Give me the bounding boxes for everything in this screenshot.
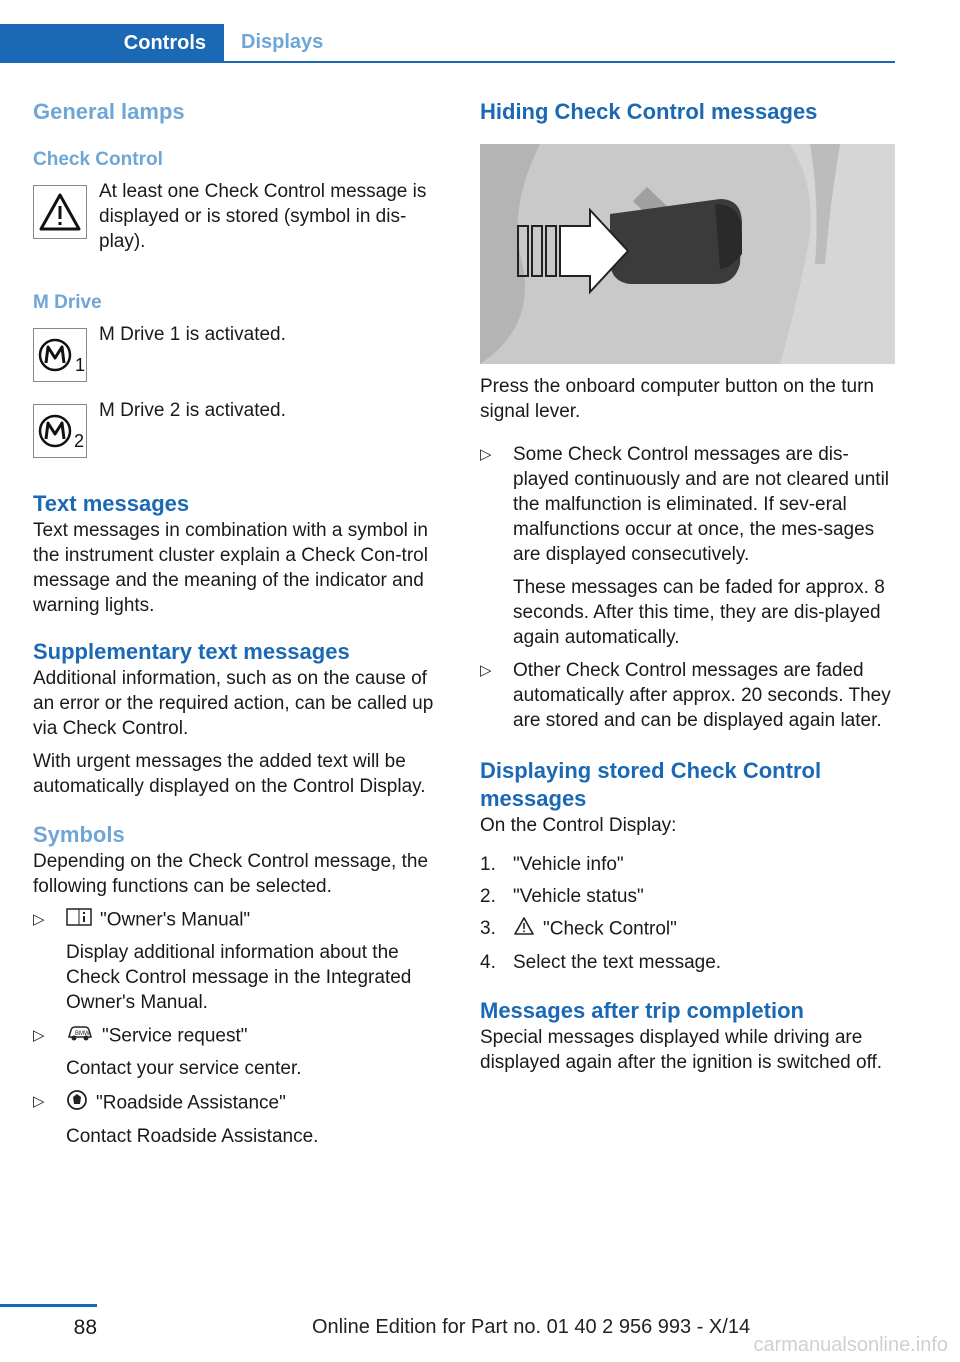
warning-triangle-small-icon	[513, 916, 535, 943]
roadside-assistance-icon	[66, 1089, 88, 1118]
svg-text:2: 2	[74, 431, 85, 451]
m-drive-2-row	[33, 400, 448, 458]
symbols-bullet-roadside	[33, 1089, 448, 1149]
after-trip-body: Special messages displayed while driving are displayed again after the ignition is switched off.	[480, 1027, 883, 1073]
bullet-triangle-icon: ▷	[33, 1093, 45, 1110]
service-car-icon	[66, 1023, 94, 1050]
on-control-display-text: On the Control Display:	[480, 815, 677, 836]
warning-triangle-icon	[33, 185, 87, 239]
supplementary-body-2: With urgent messages the added text will be automatically displayed on the Control Display.	[33, 751, 426, 797]
footer-rule	[0, 1304, 97, 1307]
check-control-text: At least one Check Control message is displayed or is stored (symbol in dis-play).	[99, 181, 427, 252]
hiding-heading: Hiding Check Control messages	[480, 99, 818, 124]
service-request-desc: Contact your service center.	[66, 1058, 302, 1079]
owners-manual-desc: Display additional information about the Check Control message in the Integrated Owner's Manual.	[66, 942, 412, 1013]
hiding-bullet-2-p1: Other Check Control messages are faded automatically after approx. 20 seconds. They are stored and can be displayed again later.	[513, 660, 891, 731]
after-trip-heading: Messages after trip completion	[480, 998, 804, 1023]
check-control-heading: Check Control	[33, 149, 163, 170]
m-drive-2-text: M Drive 2 is activated.	[99, 400, 286, 421]
text-messages-body: Text messages in combination with a symbol in the instrument cluster explain a Check Con-trol message and the meaning of the indicator and warning lights.	[33, 520, 428, 616]
service-request-label: "Service request"	[102, 1025, 248, 1047]
hiding-bullet-1	[480, 442, 895, 650]
symbols-body: Depending on the Check Control message, the following functions can be selected.	[33, 851, 429, 897]
step-1	[480, 852, 895, 877]
step-3-text: "Check Control"	[543, 918, 677, 940]
displaying-heading: Displaying stored Check Control messages	[480, 758, 822, 811]
m-drive-1-text: M Drive 1 is activated.	[99, 324, 286, 345]
svg-text:1: 1	[75, 355, 85, 375]
page-number: 88	[73, 1316, 97, 1339]
m-drive-1-icon	[33, 328, 87, 382]
supplementary-body-1: Additional information, such as on the cause of an error or the required action, can be called up via Check Control.	[33, 668, 434, 739]
symbols-bullet-service-request	[33, 1023, 448, 1081]
tab-displays: Displays	[241, 31, 324, 53]
general-lamps-heading: General lamps	[33, 99, 185, 124]
step-2-text: "Vehicle status"	[513, 886, 644, 907]
tab-controls: Controls	[0, 24, 224, 62]
symbols-bullet-owners-manual	[33, 907, 448, 1015]
right-column	[480, 98, 895, 1075]
roadside-assistance-label: "Roadside Assistance"	[96, 1092, 286, 1114]
bullet-triangle-icon: ▷	[480, 662, 492, 679]
turn-signal-lever-photo	[480, 144, 895, 364]
check-control-row	[33, 181, 448, 254]
supplementary-heading: Supplementary text messages	[33, 639, 350, 664]
step-3-number: 3.	[480, 918, 496, 939]
step-2	[480, 884, 895, 909]
symbols-heading: Symbols	[33, 822, 125, 847]
step-4-number: 4.	[480, 952, 496, 973]
owners-manual-label: "Owner's Manual"	[100, 909, 251, 931]
m-drive-2-icon	[33, 404, 87, 458]
hiding-bullet-1-p2: These messages can be faded for approx. 8 seconds. After this time, they are dis-played again automatically.	[513, 577, 885, 648]
left-column	[33, 98, 448, 1149]
header-rule	[0, 61, 895, 63]
text-messages-heading: Text messages	[33, 491, 190, 516]
press-text: Press the onboard computer button on the turn signal lever.	[480, 376, 874, 422]
step-3	[480, 916, 895, 943]
edition-text: Online Edition for Part no. 01 40 2 956 993 - X/14	[312, 1316, 751, 1338]
m-drive-1-row	[33, 324, 448, 382]
watermark: carmanualsonline.info	[753, 1334, 948, 1356]
step-1-text: "Vehicle info"	[513, 854, 624, 875]
step-1-number: 1.	[480, 854, 496, 875]
roadside-assistance-desc: Contact Roadside Assistance.	[66, 1126, 319, 1147]
step-4-text: Select the text message.	[513, 952, 722, 973]
book-icon	[66, 907, 92, 934]
hiding-bullet-1-p1: Some Check Control messages are dis-played continuously and are not cleared until the malfunction is eliminated. If sev-eral malfunctions occur at once, the mes-sages are displayed consecutively.	[513, 444, 890, 565]
svg-text:BMW: BMW	[75, 1031, 90, 1037]
step-4	[480, 950, 895, 975]
step-2-number: 2.	[480, 886, 496, 907]
m-drive-heading: M Drive	[33, 292, 102, 313]
hiding-bullet-2	[480, 658, 895, 733]
bullet-triangle-icon: ▷	[33, 911, 45, 928]
bullet-triangle-icon: ▷	[33, 1027, 45, 1044]
bullet-triangle-icon: ▷	[480, 446, 492, 463]
